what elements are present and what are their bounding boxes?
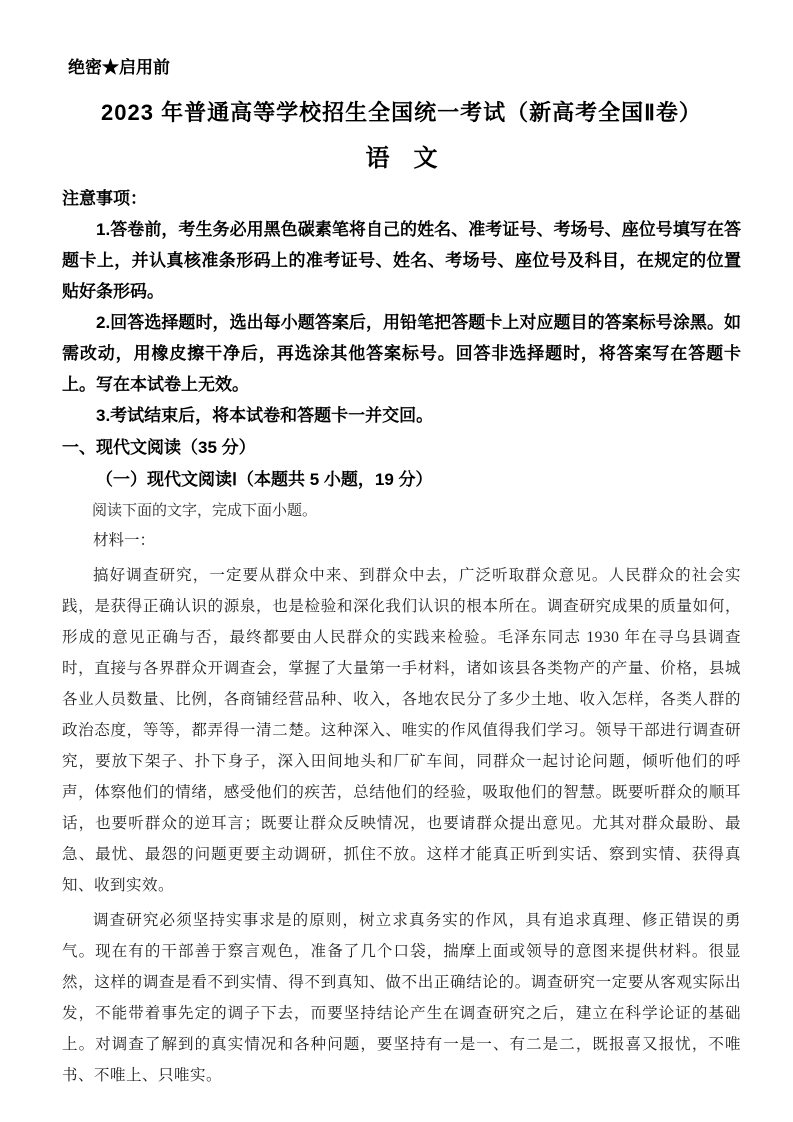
notice-item-1: 1.答卷前，考生务必用黑色碳素笔将自己的姓名、准考证号、考场号、座位号填写在答题卡上，并认真核准条形码上的准考证号、姓名、考场号、座位号及科目，在规定的位置贴好条形码。 xyxy=(62,220,741,301)
subject-title: 语 文 xyxy=(365,145,438,172)
notice-item-3: 3.考试结束后，将本试卷和答题卡一并交回。 xyxy=(96,406,434,425)
notice-heading: 注意事项： xyxy=(62,189,147,208)
exam-title: 2023 年普通高等学校招生全国统一考试（新高考全国Ⅱ卷） xyxy=(101,100,702,125)
material-one-label: 材料一： xyxy=(93,532,156,549)
classification-label: 绝密★启用前 xyxy=(68,58,170,77)
reading-instruction: 阅读下面的文字，完成下面小题。 xyxy=(92,503,318,519)
material-paragraph-1: 搞好调查研究，一定要从群众中来、到群众中去，广泛听取群众意见。人民群众的社会实践，是获得正确认识的源泉，也是检验和深化我们认识的根本所在。调查研究成果的质量如何，形成的意见正确与否，最终都要由人民群众的实践来检验。毛泽东同志 1930 年在寻乌县调查时，直接与各界群众开调查会，掌握了大量第一手材料，诸如该县各类物产的产量、价格，县城各业人员数量、比例，各商铺经营品种、收入，各地农民分了多少土地、收入怎样，各类人群的政治态度，等等，都弄得一清二楚。这种深入、唯实的作风值得我们学习。领导干部进行调查研究，要放下架子、扑下身子，深入田间地头和厂矿车间，同群众一起讨论问题，倾听他们的呼声，体察他们的情绪，感受他们的疾苦，总结他们的经验，吸取他们的智慧。既要听群众的顺耳话，也要听群众的逆耳言；既要让群众反映情况，也要请群众提出意见。尤其对群众最盼、最急、最忧、最怨的问题更要主动调研，抓住不放。这样才能真正听到实话、察到实情、获得真知、收到实效。 xyxy=(62,567,741,894)
material-paragraph-2: 调查研究必须坚持实事求是的原则，树立求真务实的作风，具有追求真理、修正错误的勇气。现在有的干部善于察言观色，准备了几个口袋，揣摩上面或领导的意图来提供材料。很显然，这样的调查是看不到实情、得不到真知、做不出正确结论的。调查研究一定要从客观实际出发，不能带着事先定的调子下去，而要坚持结论产生在调查研究之后，建立在科学论证的基础上。对调查了解到的真实情况和各种问题，要坚持有一是一、有二是二，既报喜又报忧，不唯书、不唯上、只唯实。 xyxy=(62,912,741,1084)
subsection-heading-reading-1: （一）现代文阅读Ⅰ（本题共 5 小题，19 分） xyxy=(96,470,433,489)
section-heading-modern-reading: 一、现代文阅读（35 分） xyxy=(62,438,256,457)
notice-item-2: 2.回答选择题时，选出每小题答案后，用铅笔把答题卡上对应题目的答案标号涂黑。如需改动，用橡皮擦干净后，再选涂其他答案标号。回答非选择题时，将答案写在答题卡上。写在本试卷上无效。 xyxy=(62,313,741,394)
